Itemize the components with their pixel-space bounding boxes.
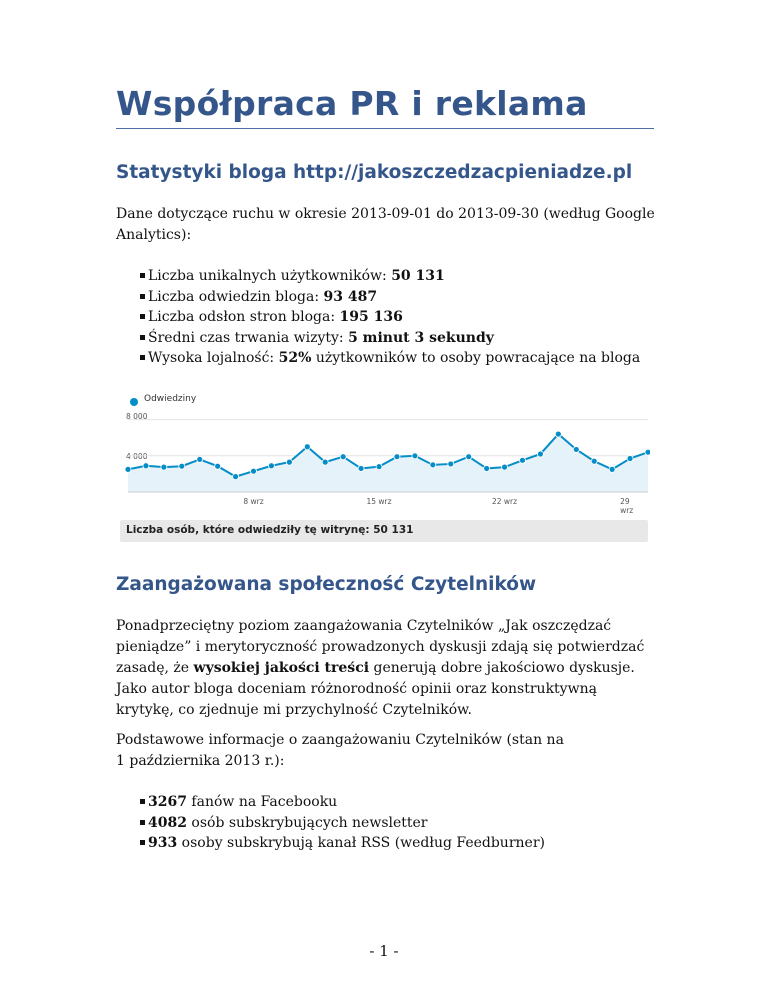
stats-list-item: Liczba unikalnych użytkowników: 50 131: [116, 266, 640, 287]
page-number: - 1 -: [369, 942, 399, 960]
data-point[interactable]: [430, 462, 436, 468]
x-tick-label: 29 wrz: [620, 497, 634, 515]
community-list-item: 933 osoby subskrybują kanał RSS (według Feedburner): [116, 833, 545, 854]
data-point[interactable]: [179, 463, 185, 469]
data-point[interactable]: [466, 454, 472, 460]
data-point[interactable]: [484, 465, 490, 471]
data-point[interactable]: [573, 446, 579, 452]
data-point[interactable]: [555, 431, 561, 437]
y-tick-label: 4 000: [126, 452, 148, 461]
stats-list-item: Liczba odsłon stron bloga: 195 136: [116, 307, 640, 328]
data-point[interactable]: [609, 466, 615, 472]
bullet-square-icon: [140, 335, 145, 340]
data-point[interactable]: [197, 456, 203, 462]
data-point[interactable]: [304, 444, 310, 450]
data-point[interactable]: [251, 468, 257, 474]
community-list-item: 4082 osób subskrybujących newsletter: [116, 813, 545, 834]
x-tick-label: 22 wrz: [492, 497, 518, 506]
stats-list-item: Wysoka lojalność: 52% użytkowników to osoby powracające na bloga: [116, 348, 640, 369]
data-point[interactable]: [537, 451, 543, 457]
community-paragraph: Ponadprzeciętny poziom zaangażowania Czytelników „Jak oszczędzać pieniądze” i merytoryczność prowadzonych dyskusji zdają się potwierdzać zasadę, że wysokiej jakości treści generują dobre jakościowo dyskusje. Jako autor bloga doceniam różnorodność opinii oraz konstruktywną krytykę, co zjednuje mi przychylność Czytelników.: [116, 618, 645, 718]
community-list-item: 3267 fanów na Facebooku: [116, 792, 545, 813]
chart-summary-text: Liczba osób, które odwiedziły tę witrynę: 50 131: [126, 524, 414, 536]
data-point[interactable]: [645, 449, 650, 455]
section-heading-community: Zaangażowana społeczność Czytelników: [116, 574, 537, 595]
section-heading-stats: Statystyki bloga http://jakoszczedzacpieniadze.pl: [116, 162, 633, 183]
bullet-square-icon: [140, 840, 145, 845]
data-point[interactable]: [519, 457, 525, 463]
data-point[interactable]: [376, 464, 382, 470]
y-tick-label: 8 000: [126, 412, 148, 421]
data-point[interactable]: [233, 474, 239, 480]
bullet-square-icon: [140, 355, 145, 360]
chart-summary-bar: [120, 520, 648, 542]
data-point[interactable]: [125, 466, 131, 472]
data-point[interactable]: [394, 454, 400, 460]
stats-list: [116, 266, 640, 369]
data-point[interactable]: [268, 463, 274, 469]
x-tick-label: 8 wrz: [243, 497, 264, 506]
data-point[interactable]: [161, 464, 167, 470]
page-title: Współpraca PR i reklama: [116, 84, 588, 123]
data-point[interactable]: [322, 459, 328, 465]
stats-list-item: Średni czas trwania wizyty: 5 minut 3 sekundy: [116, 328, 640, 349]
data-point[interactable]: [502, 464, 508, 470]
bullet-square-icon: [140, 314, 145, 319]
data-point[interactable]: [591, 458, 597, 464]
bullet-square-icon: [140, 294, 145, 299]
data-point[interactable]: [286, 459, 292, 465]
title-underline: [116, 128, 654, 129]
bullet-square-icon: [140, 820, 145, 825]
data-point[interactable]: [448, 461, 454, 467]
data-point[interactable]: [358, 465, 364, 471]
data-point[interactable]: [143, 463, 149, 469]
data-point[interactable]: [412, 453, 418, 459]
community-list: [116, 792, 545, 854]
bullet-square-icon: [140, 273, 145, 278]
data-point[interactable]: [340, 454, 346, 460]
data-point[interactable]: [627, 456, 633, 462]
stats-list-item: Liczba odwiedzin bloga: 93 487: [116, 287, 640, 308]
stats-intro: Dane dotyczące ruchu w okresie 2013-09-01 do 2013-09-30 (według Google Analytics):: [116, 206, 655, 243]
bullet-square-icon: [140, 799, 145, 804]
legend-label: Odwiedziny: [144, 394, 197, 404]
community-info-intro: Podstawowe informacje o zaangażowaniu Czytelników (stan na 1 października 2013 r.):: [116, 732, 564, 769]
data-point[interactable]: [215, 463, 221, 469]
x-tick-label: 15 wrz: [366, 497, 392, 506]
